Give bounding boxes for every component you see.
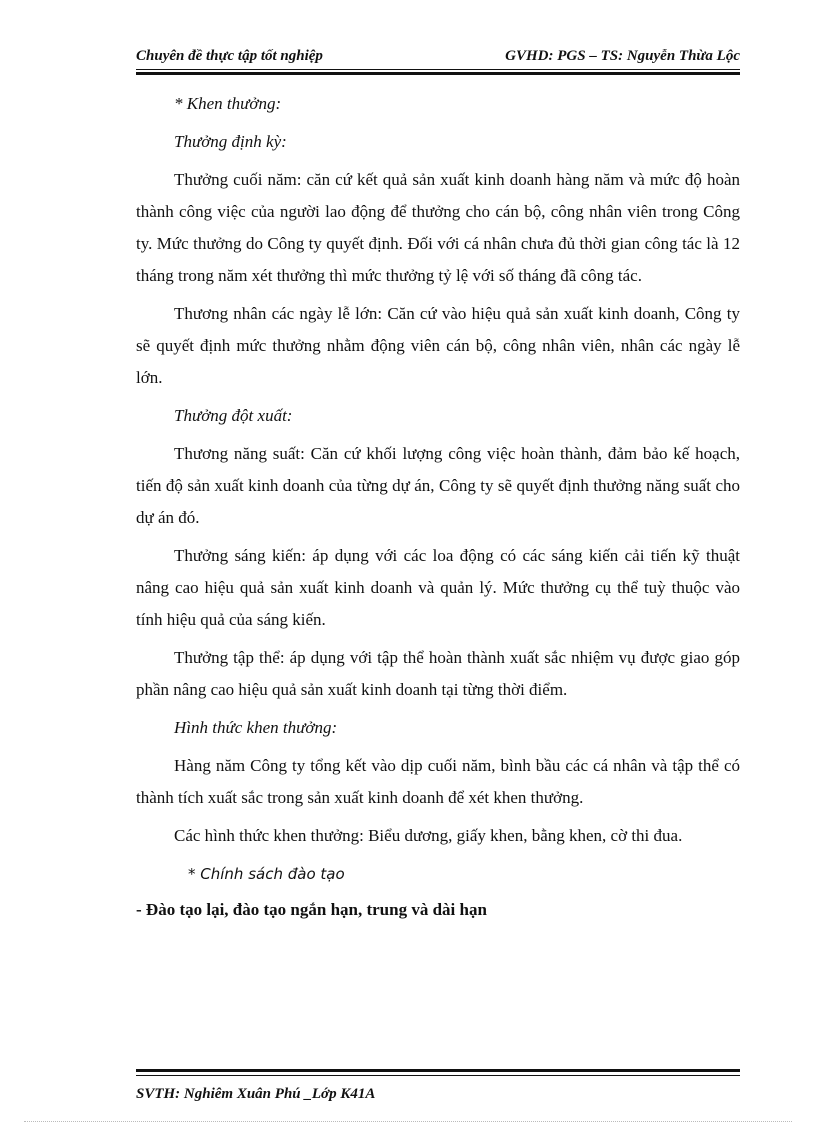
subheading-thuong-dinh-ky: Thưởng định kỳ: — [174, 132, 287, 151]
header-rule-thin — [136, 69, 740, 70]
page-header — [136, 48, 740, 68]
page-footer: SVTH: Nghiêm Xuân Phú _Lớp K41A — [136, 1086, 376, 1102]
paragraph-thuong-nang-suat: Thương năng suất: Căn cứ khối lượng công việc hoàn thành, đảm bảo kế hoạch, tiến độ sản xuất kinh doanh của từng dự án, Công ty sẽ quyết định thưởng năng suất cho dự án đó. — [136, 444, 740, 527]
heading-chinh-sach-dao-tao: * Chính sách đào tạo — [188, 865, 345, 883]
document-body — [136, 88, 740, 926]
page-bottom-dotted-line — [24, 1121, 792, 1122]
paragraph-thuong-ngay-le: Thương nhân các ngày lễ lớn: Căn cứ vào hiệu quả sản xuất kinh doanh, Công ty sẽ quyết định mức thưởng nhằm động viên cán bộ, công nhân viên, nhân các ngày lễ lớn. — [136, 304, 740, 387]
heading-khen-thuong: * Khen thưởng: — [174, 94, 282, 113]
paragraph-thuong-sang-kien: Thưởng sáng kiến: áp dụng với các loa động có các sáng kiến cải tiến kỹ thuật nâng cao hiệu quả sản xuất kinh doanh và quản lý. Mức thưởng cụ thể tuỳ thuộc vào tính hiệu quả của sáng kiến. — [136, 546, 740, 629]
paragraph-thuong-cuoi-nam: Thưởng cuối năm: căn cứ kết quả sản xuất kinh doanh hàng năm và mức độ hoàn thành công việc của người lao động để thưởng cho cán bộ, công nhân viên trong Công ty. Mức thưởng do Công ty quyết định. Đối với cá nhân chưa đủ thời gian công tác là 12 tháng trong năm xét thưởng thì mức thưởng tỷ lệ với số tháng đã công tác. — [136, 170, 740, 285]
subheading-thuong-dot-xuat: Thưởng đột xuất: — [174, 406, 293, 425]
header-rule-thick — [136, 72, 740, 75]
footer-rule-thick — [136, 1069, 740, 1072]
paragraph-thuong-tap-the: Thưởng tập thể: áp dụng với tập thể hoàn thành xuất sắc nhiệm vụ được giao góp phần nâng cao hiệu quả sản xuất kinh doanh tại từng thời điểm. — [136, 648, 740, 699]
subheading-hinh-thuc: Hình thức khen thưởng: — [174, 718, 338, 737]
paragraph-hinh-thuc-khen: Các hình thức khen thưởng: Biểu dương, giấy khen, bằng khen, cờ thi đua. — [174, 826, 683, 845]
header-title: Chuyên đề thực tập tốt nghiệp — [136, 48, 323, 64]
paragraph-tong-ket: Hàng năm Công ty tổng kết vào dịp cuối năm, bình bầu các cá nhân và tập thể có thành tích xuất sắc trong sản xuất kinh doanh để xét khen thưởng. — [136, 756, 740, 807]
bold-line-dao-tao: - Đào tạo lại, đào tạo ngắn hạn, trung và dài hạn — [136, 900, 487, 919]
footer-rule-thin — [136, 1075, 740, 1076]
header-advisor: GVHD: PGS – TS: Nguyễn Thừa Lộc — [505, 48, 740, 64]
